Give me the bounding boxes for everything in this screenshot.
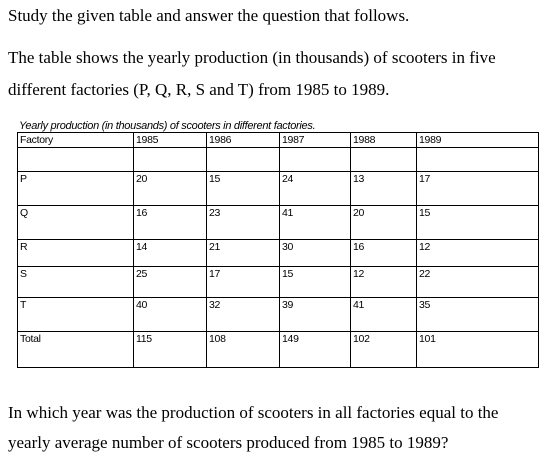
value-cell: 30	[280, 240, 351, 267]
question-line-2: yearly average number of scooters produced from 1985 to 1989?	[8, 433, 449, 452]
value-cell: 23	[207, 206, 280, 240]
value-cell: 14	[134, 240, 207, 267]
spacer-cell	[134, 148, 207, 172]
table-row	[18, 240, 539, 267]
value-cell: 25	[134, 267, 207, 298]
value-cell: 16	[351, 240, 417, 267]
value-cell: 41	[351, 298, 417, 332]
value-cell: 41	[280, 206, 351, 240]
intro-text: Study the given table and answer the question that follows.	[8, 6, 410, 25]
header-cell: 1986	[207, 133, 280, 148]
table-spacer-row	[18, 148, 539, 172]
table-row	[18, 206, 539, 240]
table-row	[18, 298, 539, 332]
production-table	[17, 132, 539, 368]
header-cell: 1987	[280, 133, 351, 148]
value-cell: 20	[134, 172, 207, 206]
total-cell: 102	[351, 332, 417, 368]
spacer-cell	[280, 148, 351, 172]
total-label-cell: Total	[18, 332, 134, 368]
value-cell: 17	[417, 172, 539, 206]
header-cell: 1985	[134, 133, 207, 148]
description-line-2: different factories (P, Q, R, S and T) from 1985 to 1989.	[8, 80, 390, 99]
table-row	[18, 172, 539, 206]
value-cell: 16	[134, 206, 207, 240]
value-cell: 40	[134, 298, 207, 332]
value-cell: 24	[280, 172, 351, 206]
spacer-cell	[18, 148, 134, 172]
total-cell: 108	[207, 332, 280, 368]
value-cell: 15	[417, 206, 539, 240]
value-cell: 32	[207, 298, 280, 332]
value-cell: 12	[417, 240, 539, 267]
table-caption: Yearly production (in thousands) of scooters in different factories.	[19, 120, 316, 132]
header-cell: 1989	[417, 133, 539, 148]
value-cell: 35	[417, 298, 539, 332]
header-cell: Factory	[18, 133, 134, 148]
value-cell: 15	[280, 267, 351, 298]
description-line-1: The table shows the yearly production (in thousands) of scooters in five	[8, 48, 496, 67]
value-cell: 17	[207, 267, 280, 298]
factory-cell: R	[18, 240, 134, 267]
table-row	[18, 267, 539, 298]
table-header-row	[18, 133, 539, 148]
value-cell: 39	[280, 298, 351, 332]
value-cell: 12	[351, 267, 417, 298]
factory-cell: Q	[18, 206, 134, 240]
total-cell: 115	[134, 332, 207, 368]
value-cell: 13	[351, 172, 417, 206]
factory-cell: S	[18, 267, 134, 298]
value-cell: 21	[207, 240, 280, 267]
header-cell: 1988	[351, 133, 417, 148]
factory-cell: P	[18, 172, 134, 206]
value-cell: 15	[207, 172, 280, 206]
total-cell: 149	[280, 332, 351, 368]
factory-cell: T	[18, 298, 134, 332]
total-cell: 101	[417, 332, 539, 368]
value-cell: 22	[417, 267, 539, 298]
spacer-cell	[207, 148, 280, 172]
question-line-1: In which year was the production of scooters in all factories equal to the	[8, 403, 499, 422]
spacer-cell	[351, 148, 417, 172]
value-cell: 20	[351, 206, 417, 240]
spacer-cell	[417, 148, 539, 172]
table-total-row	[18, 332, 539, 368]
